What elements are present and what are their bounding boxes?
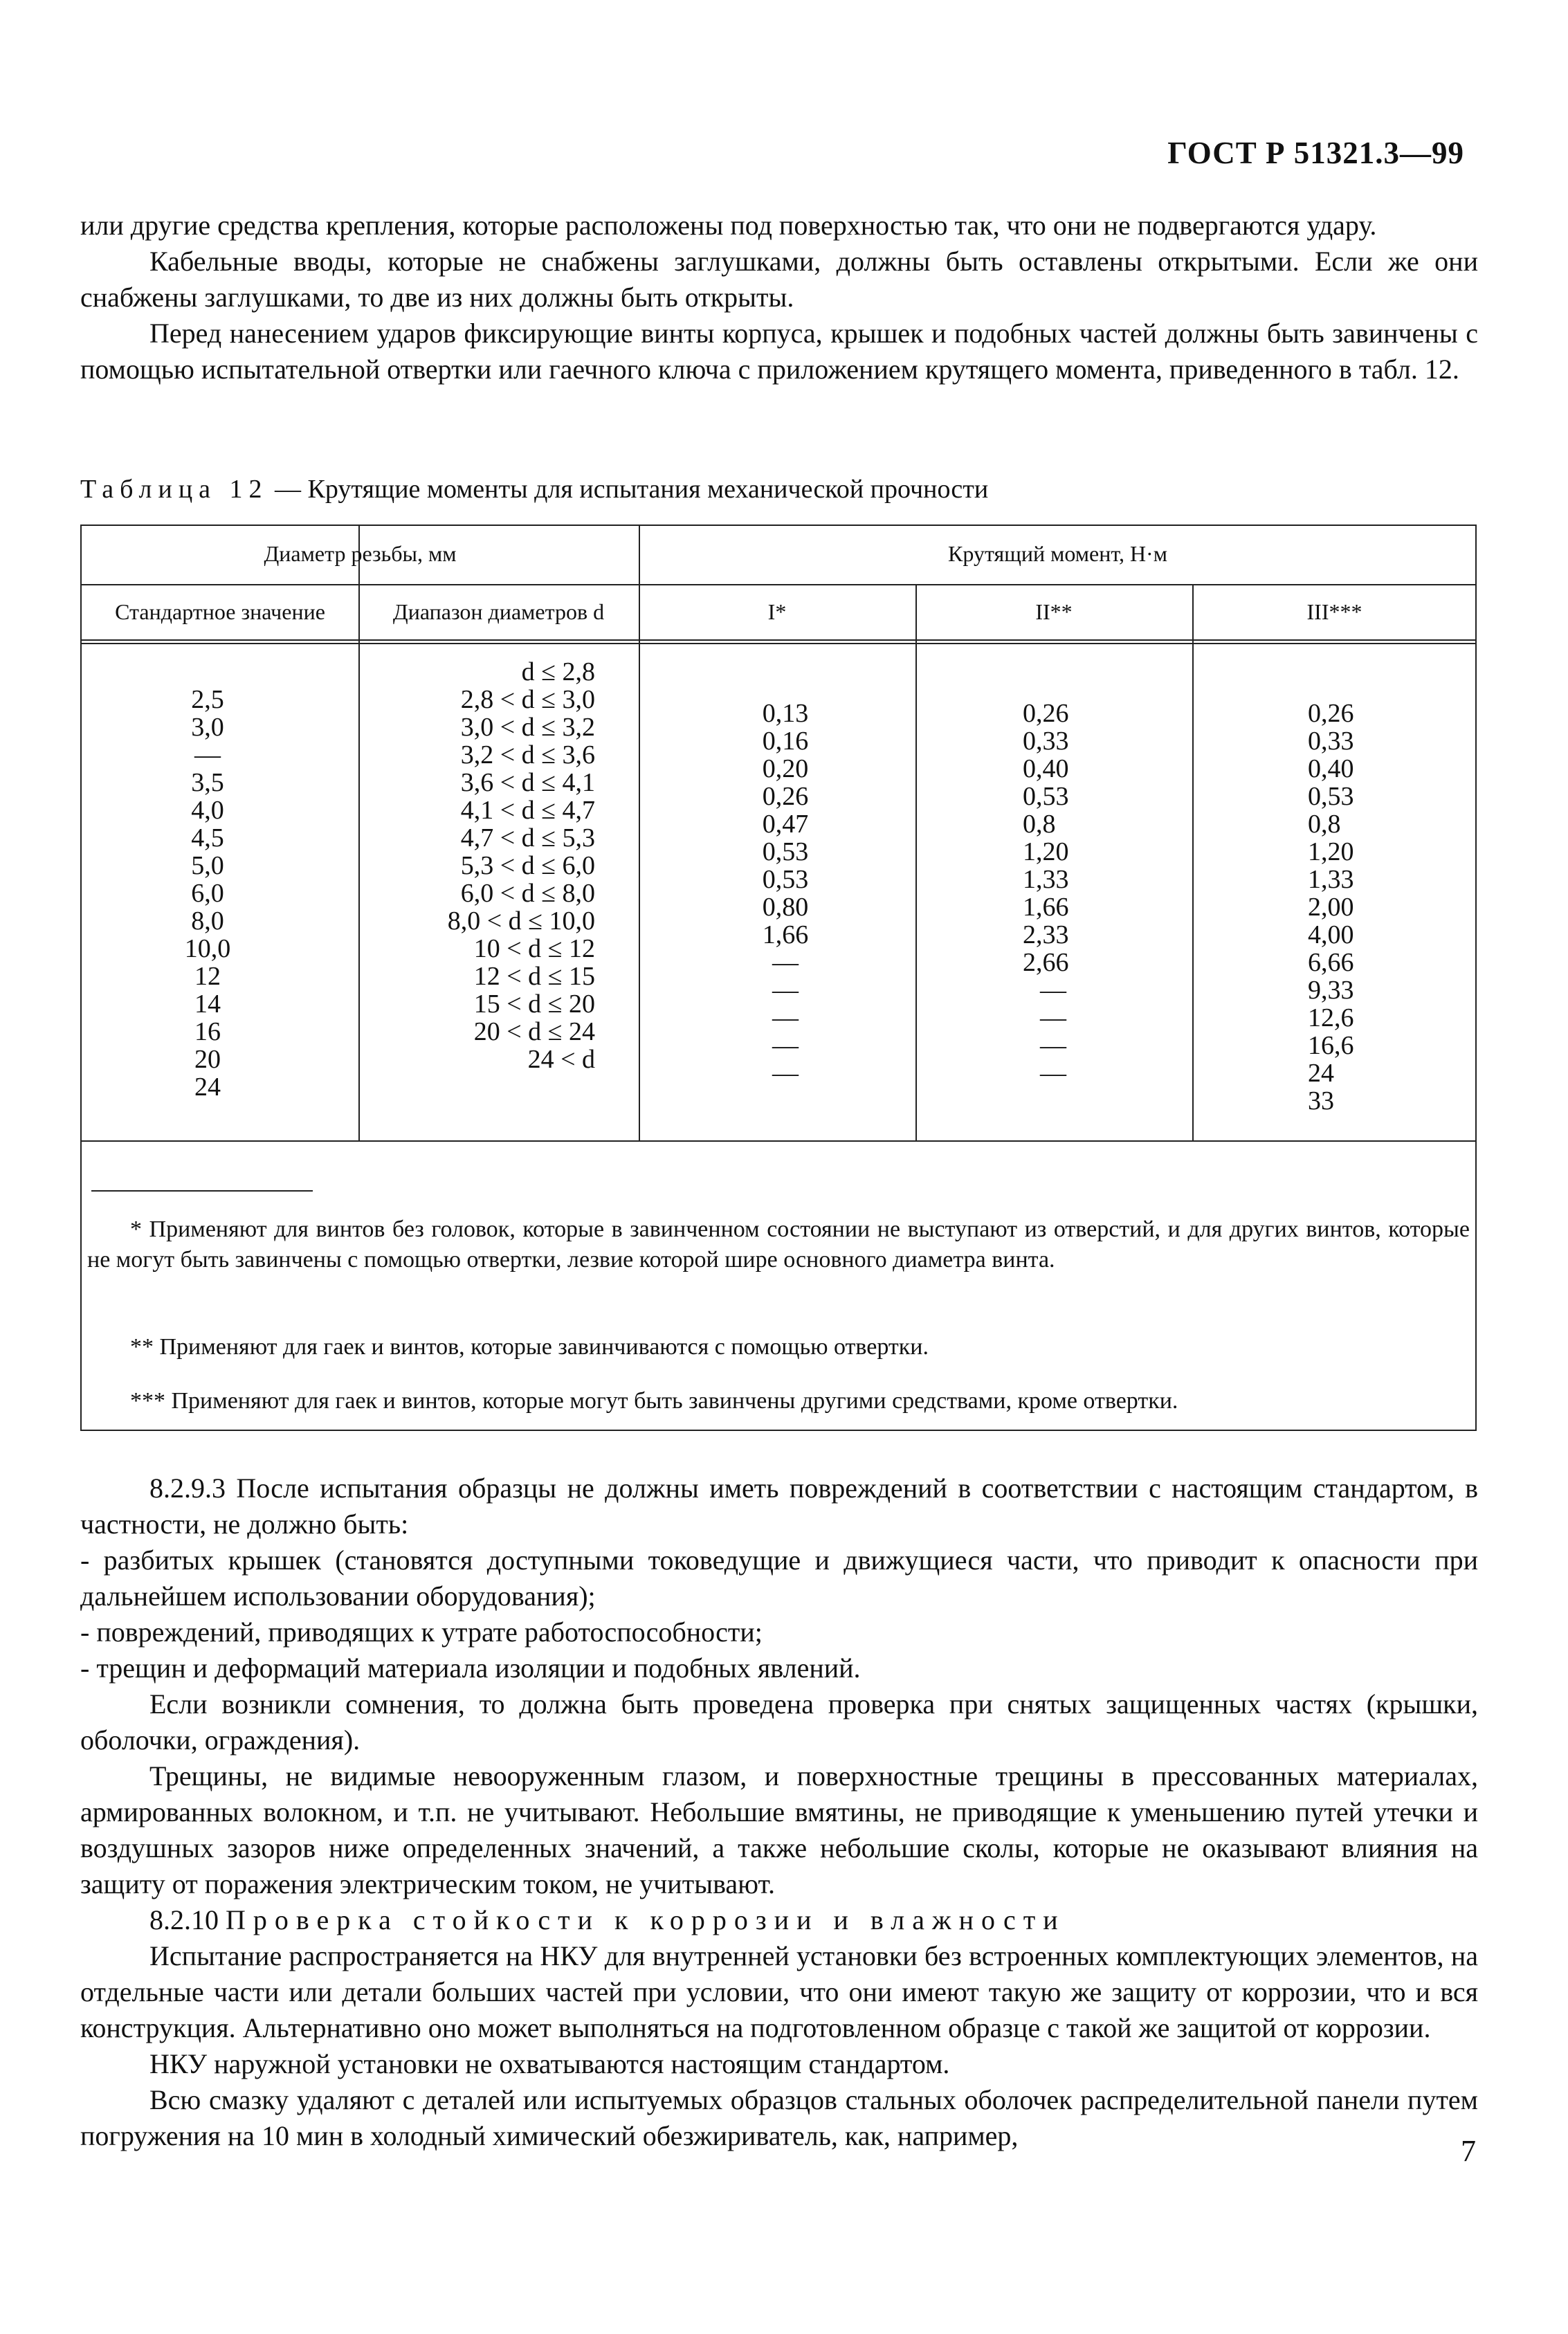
- table-cell: 9,33: [1308, 976, 1354, 1005]
- table-cell: 24 < d: [527, 1045, 595, 1074]
- table-cell: 0,8: [1023, 810, 1056, 839]
- table-cell: 0,26: [762, 782, 809, 811]
- table-cell: 0,53: [1308, 782, 1354, 811]
- table-cell: 5,3 < d ≤ 6,0: [460, 851, 595, 880]
- table-cell: [166, 658, 249, 686]
- table-cell: 16: [194, 1017, 221, 1046]
- table-cell: 1,20: [1023, 837, 1069, 866]
- table-cell: 1,66: [762, 920, 809, 949]
- table-cell: 0,33: [1308, 727, 1354, 756]
- table-footnote-1: * Применяют для винтов без головок, которые в завинченном состоянии не выступают из отверстий, и для других винтов, которые не могут быть завинчены с помощью отвертки, лезвие которой шире основного диаметра винта.: [87, 1216, 1470, 1273]
- intro-paragraph-2: Кабельные вводы, которые не снабжены заглушками, должны быть оставлены открытыми. Если же они снабжены заглушками, то две из них должны быть открыты.: [80, 246, 1478, 313]
- table-cell: 3,0 < d ≤ 3,2: [460, 713, 595, 742]
- table-cell: 12,6: [1308, 1003, 1354, 1032]
- body-paragraph: Если возникли сомнения, то должна быть проведена проверка при снятых защищенных частях (крышки, оболочки, ограждения).: [80, 1688, 1478, 1756]
- table-cell: d ≤ 2,8: [521, 657, 595, 686]
- table-cell: 0,26: [1023, 699, 1069, 728]
- table-cell: 0,40: [1308, 754, 1354, 783]
- section-number: 8.2.10: [149, 1904, 226, 1935]
- table-cell: 0,16: [762, 727, 809, 756]
- list-item: - повреждений, приводящих к утрате работоспособности;: [80, 1616, 763, 1648]
- column-torque-III: III***: [1306, 599, 1362, 624]
- table-cell: 0,26: [1308, 699, 1354, 728]
- table-cell: 4,0: [191, 796, 224, 825]
- table-cell: 0,13: [762, 699, 809, 728]
- table-cell: 12 < d ≤ 15: [473, 962, 595, 991]
- column-standard-value: Стандартное значение: [115, 599, 325, 624]
- table-cell: 0,40: [1023, 754, 1069, 783]
- page-number: 7: [1461, 2134, 1476, 2168]
- table-cell: 3,5: [191, 768, 224, 797]
- column-torque-I: I*: [767, 599, 787, 624]
- table-cell: 8,0: [191, 906, 224, 936]
- body-paragraph: Всю смазку удаляют с деталей или испытуемых образцов стальных оболочек распределительной панели путем погружения на 10 мин в холодный химический обезжириватель, как, например,: [80, 2084, 1478, 2151]
- table-caption: [80, 474, 988, 504]
- table-cell: 2,00: [1308, 893, 1354, 922]
- table-cell: 20: [194, 1045, 221, 1074]
- table-cell: 6,0: [191, 879, 224, 908]
- table-cell: 15 < d ≤ 20: [473, 990, 595, 1019]
- table-cell: 3,2 < d ≤ 3,6: [460, 740, 595, 769]
- table-cell: 0,33: [1023, 727, 1069, 756]
- table-cell: 1,20: [1308, 837, 1354, 866]
- table-cell: 1,33: [1308, 865, 1354, 894]
- table-cell: 20 < d ≤ 24: [473, 1017, 595, 1046]
- table-cell: 4,1 < d ≤ 4,7: [460, 796, 595, 825]
- table-rule: [915, 584, 917, 1140]
- table-footnote-3: *** Применяют для гаек и винтов, которые могут быть завинчены другими средствами, кроме отвертки.: [130, 1388, 1178, 1414]
- table-cell: 0,20: [762, 754, 809, 783]
- table-cell: 0,47: [762, 810, 809, 839]
- table-caption-label: Таблица 12: [80, 475, 268, 504]
- table-caption-text: — Крутящие моменты для испытания механической прочности: [268, 475, 989, 504]
- table-cell: 0,8: [1308, 810, 1341, 839]
- body-paragraph: Испытание распространяется на НКУ для внутренней установки без встроенных комплектующих элементов, на отдельные части или детали больших частей при условии, что они имеют такую же защиту от коррозии, что и вся конструкция. Альтернативно оно может выполняться на подготовленном образце с такой же защитой от коррозии.: [80, 1940, 1478, 2043]
- table-cell: 8,0 < d ≤ 10,0: [447, 906, 595, 936]
- body-text: [80, 1470, 1478, 2154]
- section-heading-8-2-10: [80, 1902, 1478, 1938]
- table-cell: 3,6 < d ≤ 4,1: [460, 768, 595, 797]
- list-item: - разбитых крышек (становятся доступными токоведущие и движущиеся части, что приводит к опасности при дальнейшем использовании оборудования);: [80, 1544, 1478, 1612]
- table-cell: —: [194, 740, 221, 769]
- table-cell: 4,5: [191, 823, 224, 853]
- table-cell: 10,0: [184, 934, 231, 963]
- table-cell: 2,66: [1023, 948, 1069, 977]
- table-cell: —: [772, 1003, 799, 1032]
- table-cell: 16,6: [1308, 1031, 1354, 1060]
- body-paragraph: Трещины, не видимые невооруженным глазом, и поверхностные трещины в прессованных материалах, армированных волокном, и т.п. не учитывают. Небольшие вмятины, не приводящие к уменьшению путей утечки и воздушных зазоров ниже определенных значений, а также небольшие сколы, которые не оказывают влияния на защиту от поражения электрическим током, не учитывают.: [80, 1760, 1478, 1899]
- table-cell: 2,33: [1023, 920, 1069, 949]
- torque-III-column: [1308, 700, 1405, 1115]
- torque-I-column: [740, 700, 830, 1087]
- standard-values-column: [166, 658, 249, 1101]
- table-cell: 2,8 < d ≤ 3,0: [460, 685, 595, 714]
- table-cell: 2,5: [191, 685, 224, 714]
- body-paragraph: НКУ наружной установки не охватываются настоящим стандартом.: [149, 2048, 950, 2079]
- document-number: ГОСТ Р 51321.3—99: [1167, 136, 1464, 170]
- table-rule: [82, 643, 1475, 644]
- column-diameter-range: Диапазон диаметров d: [392, 599, 605, 624]
- table-cell: 10 < d ≤ 12: [473, 934, 595, 963]
- table-cell: 12: [194, 962, 221, 991]
- section-title: Проверка стойкости к коррозии и влажности: [226, 1904, 1066, 1935]
- table-rule: [82, 584, 1475, 585]
- table-rule: [1192, 584, 1194, 1140]
- table-cell: 6,66: [1308, 948, 1354, 977]
- intro-text: [80, 208, 1478, 388]
- diameter-range-column: [388, 658, 595, 1073]
- table-cell: 33: [1308, 1086, 1334, 1115]
- table-cell: —: [1040, 1031, 1066, 1060]
- table-cell: 5,0: [191, 851, 224, 880]
- intro-paragraph-1: или другие средства крепления, которые расположены под поверхностью так, что они не подвергаются удару.: [80, 210, 1377, 241]
- table-cell: 1,66: [1023, 893, 1069, 922]
- table-cell: 6,0 < d ≤ 8,0: [460, 879, 595, 908]
- table-cell: —: [1040, 976, 1066, 1005]
- torque-II-column: [1023, 700, 1120, 1087]
- thread-diameter-header: Диаметр резьбы, мм: [264, 541, 457, 566]
- table-cell: 14: [194, 990, 221, 1019]
- table-cell: 1,33: [1023, 865, 1069, 894]
- intro-paragraph-3: Перед нанесением ударов фиксирующие винты корпуса, крышек и подобных частей должны быть завинчены с помощью испытательной отвертки или гаечного ключа с приложением крутящего момента, приведенного в табл. 12.: [80, 318, 1478, 385]
- table-cell: 24: [194, 1073, 221, 1102]
- table-cell: 0,53: [762, 837, 809, 866]
- clause-8-2-9-3: 8.2.9.3 После испытания образцы не должны иметь повреждений в соответствии с настоящим стандартом, в частности, не должно быть:: [80, 1473, 1478, 1540]
- table-cell: —: [772, 1059, 799, 1088]
- table-cell: 4,7 < d ≤ 5,3: [460, 823, 595, 853]
- table-cell: 0,80: [762, 893, 809, 922]
- table-cell: —: [772, 976, 799, 1005]
- table-cell: —: [772, 948, 799, 977]
- table-cell: —: [1040, 1059, 1066, 1088]
- table-rule: [82, 639, 1475, 641]
- table-footnote-2: ** Применяют для гаек и винтов, которые завинчиваются с помощью отвертки.: [130, 1334, 929, 1360]
- list-item: - трещин и деформаций материала изоляции и подобных явлений.: [80, 1652, 861, 1684]
- table-cell: 3,0: [191, 713, 224, 742]
- table-cell: —: [1040, 1003, 1066, 1032]
- column-torque-II: II**: [1035, 599, 1073, 624]
- table-cell: 0,53: [762, 865, 809, 894]
- table-cell: 24: [1308, 1059, 1334, 1088]
- torque-header: Крутящий момент, Н·м: [948, 541, 1167, 566]
- table-cell: 0,53: [1023, 782, 1069, 811]
- table-cell: —: [772, 1031, 799, 1060]
- table-rule: [82, 1140, 1475, 1142]
- footnote-divider: [91, 1190, 313, 1192]
- table-cell: 4,00: [1308, 920, 1354, 949]
